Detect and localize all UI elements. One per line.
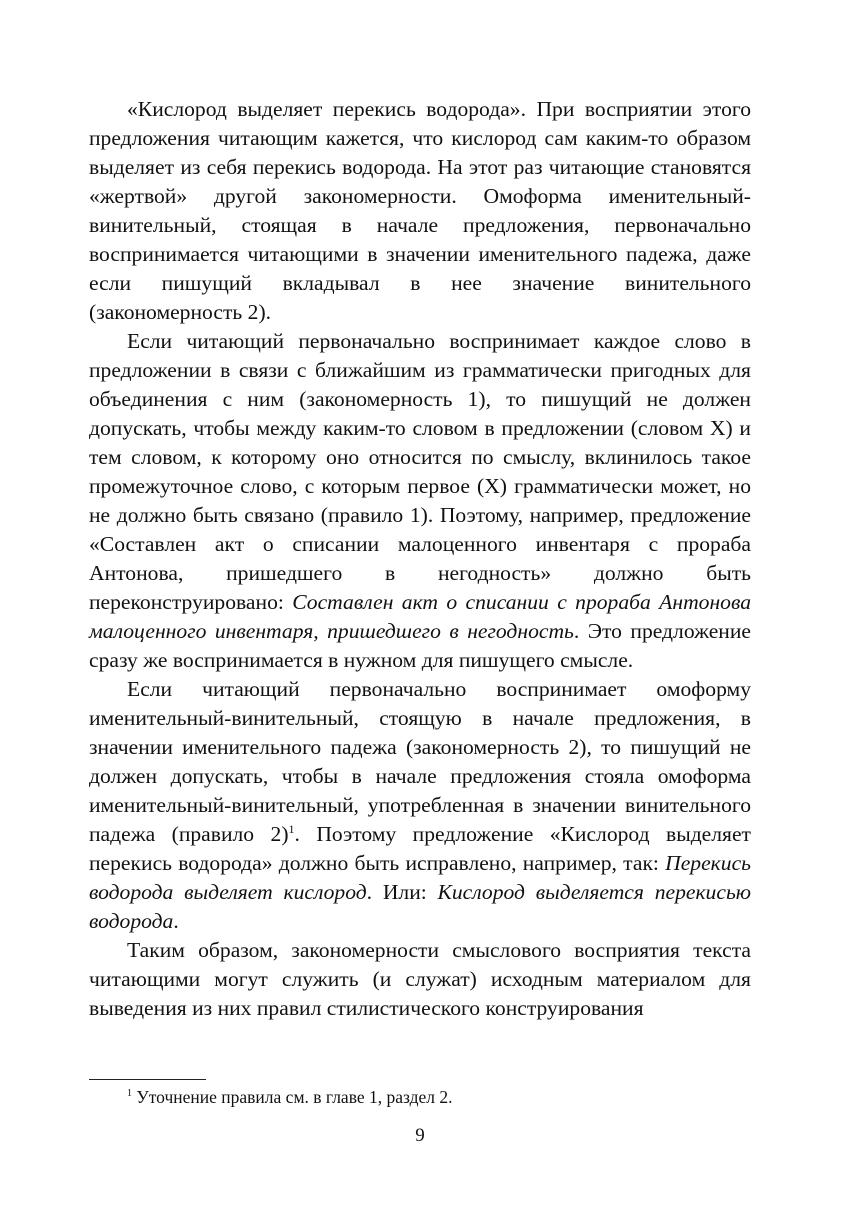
- paragraph-3: [89, 675, 751, 936]
- text-segment: Если читающий первоначально воспринимает каждое слово в предложении в связи с ближайшим из грамматически пригодных для объединения с ним (закономерность 1), то пишущий не должен допускать, чтобы между каким-то словом в предложении (словом X) и тем словом, к которому оно относится по смыслу, вклинилось такое промежуточное слово, с которым первое (X) грамматически может, но не должно быть связано (правило 1). Поэтому, например, предложение «Составлен акт о списании малоценного инвентаря с прораба Антонова, пришедшего в негодность» должно быть переконструировано:: [89, 329, 751, 614]
- italic-example: Кислород выделяется перекисью водорода: [89, 880, 751, 933]
- footnote-marker: 1: [127, 1088, 132, 1100]
- text-segment: «Кислород выделяет перекись водорода». При восприятии этого предложения читающим кажется, что кислород сам каким-то образом выделяет из себя перекись водорода. На этот раз читающие становятся «жертвой» другой закономерности. Омоформа именительный-винительный, стоящая в начале предложения, первоначально воспринимается читающими в значении именительного падежа, даже если пишущий вкладывал в нее значение винительного (закономерность 2).: [89, 97, 751, 324]
- text-segment: . Поэтому предложение «Кислород выделяет перекись водорода» должно быть исправлено, например, так:: [89, 822, 751, 875]
- paragraph-2: [89, 327, 751, 675]
- text-segment: .: [173, 909, 179, 933]
- paragraph-1: [89, 95, 751, 327]
- text-segment: . Это предложение сразу же воспринимается в нужном для пишущего смысле.: [89, 619, 751, 672]
- footnote-divider: [89, 1079, 206, 1080]
- footnote-text: Уточнение правила см. в главе 1, раздел 2.: [132, 1087, 453, 1107]
- page-number: 9: [415, 1125, 425, 1146]
- italic-example: Перекись водорода выделяет кислород: [89, 851, 751, 904]
- footnote-reference[interactable]: 1: [288, 821, 295, 836]
- text-segment: . Или:: [366, 880, 438, 904]
- text-segment: Таким образом, закономерности смыслового восприятия текста читающими могут служить (и служат) исходным материалом для выведения из них правил стилистического конструирования: [89, 938, 751, 1020]
- text-segment: Если читающий первоначально воспринимает омоформу именительный-винительный, стоящую в начале предложения, в значении именительного падежа (закономерность 2), то пишущий не должен допускать, чтобы в начале предложения стояла омоформа именительный-винительный, употребленная в значении винительного падежа (правило 2): [89, 677, 751, 846]
- italic-example: Составлен акт о списании с прораба Антонова малоценного инвентаря, пришедшего в негодность: [89, 590, 751, 643]
- footnote: [89, 1085, 751, 1109]
- paragraph-4: [89, 936, 751, 1023]
- main-text: [89, 95, 751, 1023]
